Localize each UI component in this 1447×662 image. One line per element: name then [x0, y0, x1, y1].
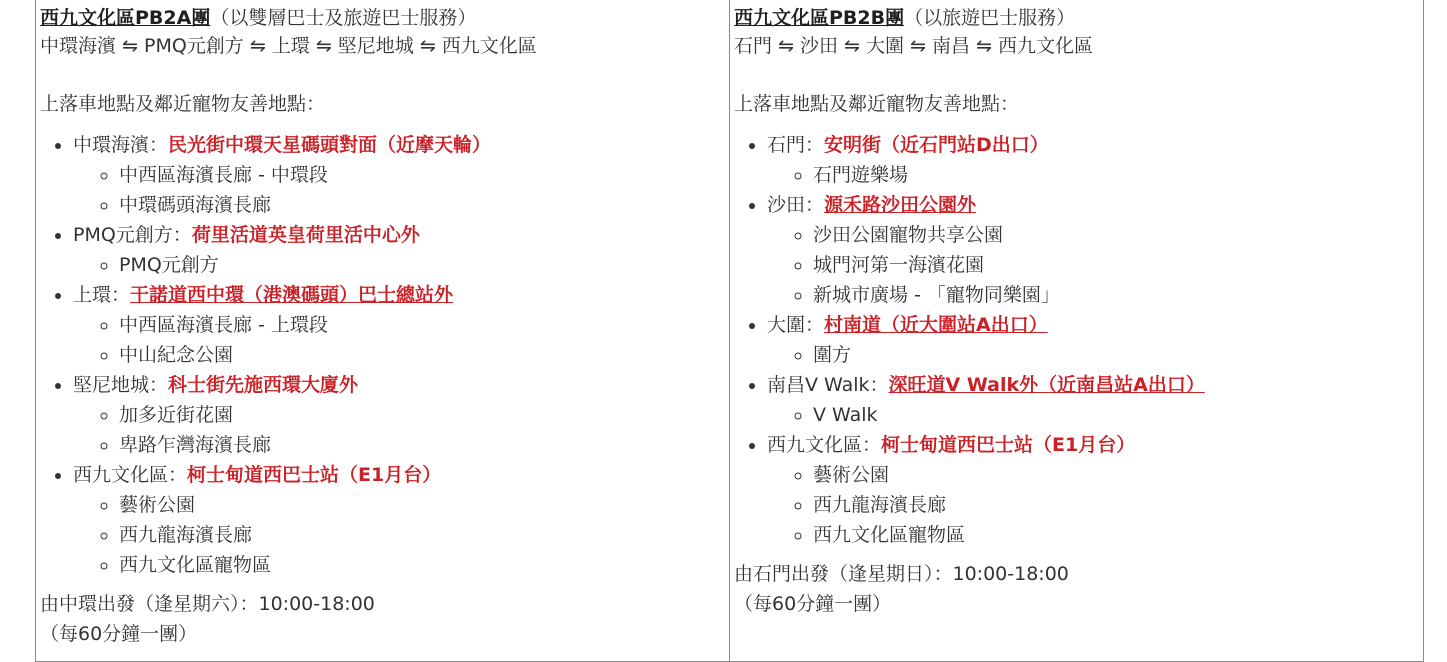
stop-name: PMQ元創方： [73, 224, 192, 246]
places-list [767, 220, 1415, 310]
stop-item [767, 370, 1415, 430]
pickup-location: 柯士甸道西巴士站（E1月台） [187, 464, 442, 486]
stop-item [73, 460, 721, 580]
tour-header-pb2b [734, 4, 1415, 60]
nearby-place: ◦ 中環碼頭海濱長廊 [119, 190, 721, 220]
stop-name: 中環海濱： [73, 134, 169, 156]
stop-name: 南昌V Walk： [767, 374, 889, 396]
departure-time: 由石門出發（逢星期日）：10:00-18:00 [734, 563, 1069, 585]
pickup-location-link[interactable]: 源禾路沙田公園外 [824, 194, 977, 216]
pickup-location-link[interactable]: 深旺道V Walk外（近南昌站A出口） [888, 374, 1205, 396]
nearby-place: ◦ 城門河第一海濱花園 [813, 250, 1415, 280]
pickup-location: 安明街（近石門站D出口） [824, 134, 1049, 156]
stop-name: 沙田： [767, 194, 825, 216]
places-list [767, 160, 1415, 190]
pickup-location: 柯士甸道西巴士站（E1月台） [881, 434, 1136, 456]
tour-frequency: （每60分鐘一團） [40, 623, 198, 645]
tour-title: 西九文化區PB2B團 [734, 7, 905, 29]
nearby-place: ◦ 沙田公園寵物共享公園 [813, 220, 1415, 250]
list-heading: 上落車地點及鄰近寵物友善地點： [734, 93, 1020, 115]
stop-name: 大圍： [767, 314, 825, 336]
tour-header-pb2a [40, 4, 721, 60]
stop-item [767, 430, 1415, 550]
places-list [73, 310, 721, 370]
tour-title: 西九文化區PB2A團 [40, 7, 211, 29]
nearby-place: ◦ 中西區海濱長廊 - 上環段 [119, 310, 721, 340]
stop-name: 西九文化區： [73, 464, 188, 486]
nearby-place: ◦ 藝術公園 [119, 490, 721, 520]
stop-item [767, 310, 1415, 370]
stop-item [73, 370, 721, 460]
stop-name: 堅尼地城： [73, 374, 169, 396]
nearby-place: ◦ V Walk [813, 400, 1415, 430]
nearby-place: ◦ 西九龍海濱長廊 [813, 490, 1415, 520]
places-list [73, 400, 721, 460]
list-heading: 上落車地點及鄰近寵物友善地點： [40, 93, 326, 115]
places-list [73, 490, 721, 580]
stop-name: 上環： [73, 284, 131, 306]
nearby-place: ◦ 中山紀念公園 [119, 340, 721, 370]
tour-cell-pb2b [730, 0, 1424, 662]
nearby-place: ◦ PMQ元創方 [119, 250, 721, 280]
pickup-location-link[interactable]: 干諾道西中環（港澳碼頭）巴士總站外 [130, 284, 454, 306]
nearby-place: ◦ 西九文化區寵物區 [119, 550, 721, 580]
tour-subtitle: （以雙層巴士及旅遊巴士服務） [210, 7, 477, 29]
places-list [767, 340, 1415, 370]
tour-table-row [36, 0, 1424, 662]
nearby-place: ◦ 加多近街花園 [119, 400, 721, 430]
nearby-place: ◦ 石門遊樂場 [813, 160, 1415, 190]
nearby-place: ◦ 西九龍海濱長廊 [119, 520, 721, 550]
pickup-location: 民光街中環天星碼頭對面（近摩天輪） [168, 134, 492, 156]
places-list [767, 460, 1415, 550]
tour-frequency: （每60分鐘一團） [734, 593, 892, 615]
pickup-location-link[interactable]: 村南道（近大圍站A出口） [824, 314, 1048, 336]
departure-info [40, 589, 721, 649]
stop-item [73, 220, 721, 280]
stop-item [767, 130, 1415, 190]
departure-time: 由中環出發（逢星期六）：10:00-18:00 [40, 593, 375, 615]
departure-info [734, 559, 1415, 619]
nearby-place: ◦ 新城市廣場 - 「寵物同樂園」 [813, 280, 1415, 310]
places-list [73, 160, 721, 220]
places-list [73, 250, 721, 280]
stops-list [734, 130, 1415, 550]
places-list [767, 400, 1415, 430]
stop-item [73, 280, 721, 370]
tour-route: 中環海濱 ⇋ PMQ元創方 ⇋ 上環 ⇋ 堅尼地城 ⇋ 西九文化區 [40, 35, 537, 57]
stop-item [767, 190, 1415, 310]
tour-table [35, 0, 1424, 662]
nearby-place: ◦ 卑路乍灣海濱長廊 [119, 430, 721, 460]
tour-cell-pb2a [36, 0, 730, 662]
pickup-location: 科士街先施西環大廈外 [168, 374, 359, 396]
nearby-place: ◦ 西九文化區寵物區 [813, 520, 1415, 550]
tour-subtitle: （以旅遊巴士服務） [904, 7, 1076, 29]
stop-name: 石門： [767, 134, 825, 156]
nearby-place: ◦ 中西區海濱長廊 - 中環段 [119, 160, 721, 190]
tour-route: 石門 ⇋ 沙田 ⇋ 大圍 ⇋ 南昌 ⇋ 西九文化區 [734, 35, 1093, 57]
stop-item [73, 130, 721, 220]
nearby-place: ◦ 圍方 [813, 340, 1415, 370]
stops-list [40, 130, 721, 580]
stop-name: 西九文化區： [767, 434, 882, 456]
nearby-place: ◦ 藝術公園 [813, 460, 1415, 490]
pickup-location: 荷里活道英皇荷里活中心外 [191, 224, 420, 246]
